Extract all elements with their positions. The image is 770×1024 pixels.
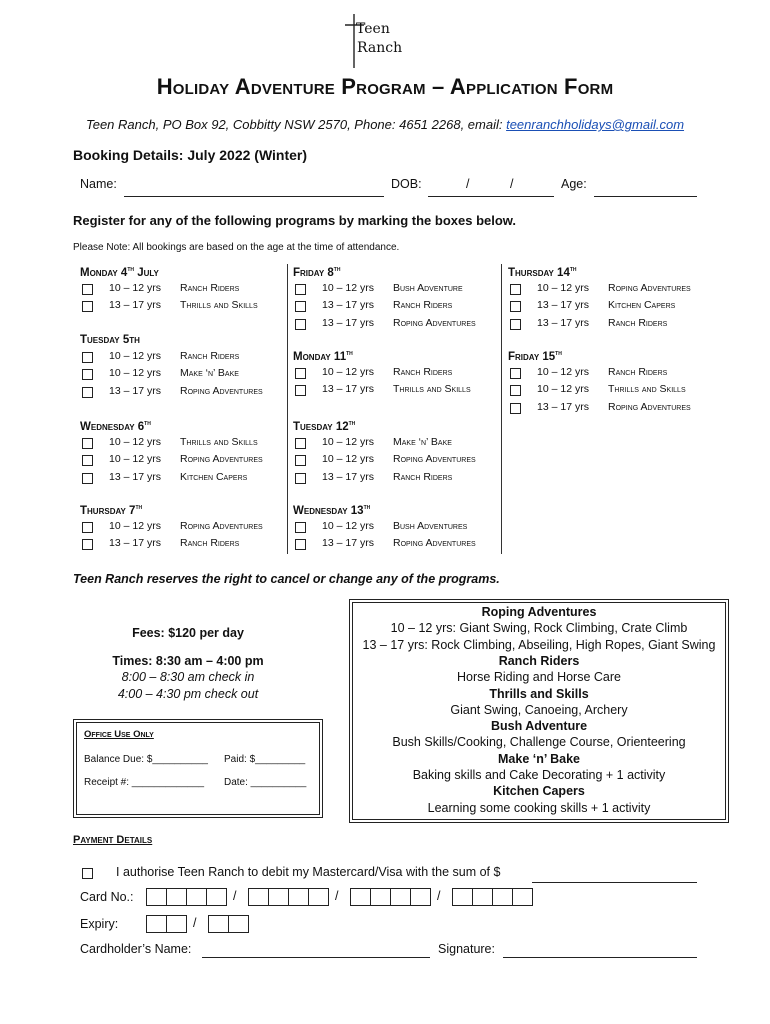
program-name: Thrills and Skills (393, 383, 471, 396)
age-range: 10 – 12 yrs (109, 350, 161, 362)
expiry-slash: / (193, 916, 197, 930)
program-checkbox[interactable] (82, 455, 93, 466)
program-row (295, 299, 495, 316)
program-title: Make ‘n’ Bake (498, 751, 580, 766)
program-row (82, 385, 282, 402)
program-row (82, 282, 282, 299)
program-checkbox[interactable] (295, 455, 306, 466)
program-row (295, 436, 495, 453)
program-title: Thrills and Skills (489, 686, 589, 701)
program-row (82, 299, 282, 316)
program-row (295, 537, 495, 554)
card-slash: / (437, 889, 441, 903)
day-suffix: th (346, 350, 353, 357)
checkin-line: 8:00 – 8:30 am check in (121, 670, 255, 684)
program-name: Kitchen Capers (608, 299, 676, 312)
day-heading (508, 350, 562, 363)
program-info-box (349, 599, 729, 823)
age-range: 10 – 12 yrs (322, 436, 374, 448)
day-name: Monday 11 (293, 350, 347, 363)
receipt-field: Receipt #: _____________ (84, 777, 205, 788)
program-checkbox[interactable] (295, 539, 306, 550)
booking-details: Booking Details: July 2022 (Winter) (73, 147, 308, 163)
card-number-group-2[interactable] (248, 888, 328, 906)
age-range: 13 – 17 yrs (109, 470, 161, 483)
program-name: Roping Adventures (180, 453, 263, 466)
program-title: Bush Adventure (490, 719, 588, 734)
name-label: Name: (80, 177, 117, 191)
day-heading (80, 504, 142, 517)
program-name: Thrills and Skills (180, 436, 258, 448)
program-description: Giant Swing, Canoeing, Archery (450, 702, 628, 717)
fees-line: Fees: $120 per day (132, 626, 244, 640)
program-name: Roping Adventures (608, 282, 691, 294)
day-suffix: th (348, 420, 356, 427)
program-row (295, 453, 495, 470)
age-range: 10 – 12 yrs (322, 520, 374, 532)
program-name: Roping Adventures (393, 453, 476, 466)
day-heading (508, 266, 577, 279)
age-range: 13 – 17 yrs (322, 299, 374, 312)
age-range: 13 – 17 yrs (537, 316, 589, 329)
age-note: Please Note: All bookings are based on the age at the time of attendance. (73, 242, 400, 253)
age-range: 13 – 17 yrs (322, 316, 374, 329)
signature-label: Signature: (438, 942, 495, 956)
age-range: 13 – 17 yrs (322, 537, 374, 550)
age-range: 10 – 12 yrs (322, 366, 374, 378)
authorise-checkbox[interactable] (82, 868, 93, 879)
program-row (82, 537, 282, 554)
age-label: Age: (561, 177, 587, 191)
day-heading (80, 266, 159, 279)
day-suffix: th (135, 504, 143, 511)
program-name: Ranch Riders (608, 366, 668, 378)
day-suffix: th (333, 266, 341, 273)
day-name: Thursday 14 (508, 266, 570, 279)
payment-heading: Payment Details (73, 834, 153, 846)
program-name: Make ‘n’ Bake (180, 367, 239, 380)
day-suffix: th (127, 266, 134, 273)
program-row (295, 366, 495, 383)
program-name: Ranch Riders (180, 537, 240, 550)
program-row (510, 282, 710, 299)
program-row (82, 436, 282, 453)
age-range: 13 – 17 yrs (322, 383, 374, 396)
reserve-notice: Teen Ranch reserves the right to cancel or change any of the programs. (73, 572, 500, 586)
age-range: 10 – 12 yrs (537, 383, 589, 396)
expiry-month[interactable] (146, 915, 186, 933)
program-checkbox[interactable] (295, 522, 306, 533)
program-name: Make ‘n’ Bake (393, 436, 452, 448)
cardholder-field[interactable] (202, 957, 430, 958)
date-field: Date: __________ (224, 777, 307, 788)
email-link[interactable]: teenranchholidays@gmail.com (506, 117, 685, 132)
signature-field[interactable] (503, 957, 697, 958)
name-field[interactable] (124, 196, 384, 197)
card-number-group-3[interactable] (350, 888, 430, 906)
office-use-title: Office Use Only (84, 729, 154, 740)
program-checkbox[interactable] (295, 319, 306, 330)
day-name: Wednesday 6 (80, 420, 145, 433)
program-description: 13 – 17 yrs: Rock Climbing, Abseiling, High Ropes, Giant Swing (362, 637, 716, 652)
day-suffix: th (555, 350, 562, 357)
program-row (82, 367, 282, 384)
authorise-text: I authorise Teen Ranch to debit my Mastercard/Visa with the sum of $ (116, 865, 501, 879)
logo-text-ranch: Ranch (357, 40, 403, 56)
day-suffix: th (144, 420, 151, 427)
logo-text-teen: Teen (356, 21, 390, 37)
program-checkbox[interactable] (295, 284, 306, 295)
program-description: Learning some cooking skills + 1 activity (427, 800, 651, 815)
program-checkbox[interactable] (295, 385, 306, 396)
program-name: Ranch Riders (393, 299, 453, 312)
program-checkbox[interactable] (82, 539, 93, 550)
dob-slash: / (466, 177, 470, 191)
program-checkbox[interactable] (82, 369, 93, 380)
age-range: 13 – 17 yrs (322, 470, 374, 483)
program-title: Ranch Riders (498, 653, 580, 668)
day-month: July (134, 266, 159, 279)
dob-field[interactable] (428, 196, 554, 197)
program-row (82, 350, 282, 367)
program-checkbox[interactable] (295, 438, 306, 449)
program-description: Horse Riding and Horse Care (457, 670, 621, 685)
program-name: Ranch Riders (393, 366, 453, 378)
age-range: 13 – 17 yrs (109, 299, 161, 312)
day-suffix: th (569, 266, 577, 273)
day-name: Thursday 7 (80, 504, 136, 517)
day-heading (80, 420, 151, 433)
age-range: 10 – 12 yrs (537, 282, 589, 294)
office-use-box (73, 719, 323, 818)
age-range: 10 – 12 yrs (322, 282, 374, 294)
program-checkbox[interactable] (82, 387, 93, 398)
program-checkbox[interactable] (510, 403, 521, 414)
program-checkbox[interactable] (295, 368, 306, 379)
age-range: 10 – 12 yrs (537, 366, 589, 378)
age-range: 10 – 12 yrs (109, 520, 161, 532)
program-checkbox[interactable] (510, 319, 521, 330)
program-row (510, 317, 710, 334)
card-label: Card No.: (80, 890, 134, 904)
program-row (295, 317, 495, 334)
program-row (295, 520, 495, 537)
program-row (295, 383, 495, 400)
program-row (510, 299, 710, 316)
day-name: Tuesday 5th (80, 334, 140, 346)
program-name: Bush Adventures (393, 520, 468, 532)
program-description: Bush Skills/Cooking, Challenge Course, Orienteering (392, 735, 686, 750)
program-title: Kitchen Capers (493, 784, 585, 799)
amount-field[interactable] (532, 882, 697, 883)
balance-due-field: Balance Due: $__________ (84, 754, 208, 765)
day-heading (293, 266, 340, 279)
day-name: Friday 8 (293, 266, 334, 279)
program-name: Roping Adventures (180, 384, 263, 397)
cardholder-label: Cardholder’s Name: (80, 942, 192, 956)
age-range: 13 – 17 yrs (537, 400, 589, 413)
age-field[interactable] (594, 196, 697, 197)
paid-field: Paid: $_________ (224, 754, 306, 765)
day-name: Friday 15 (508, 350, 556, 363)
card-number-group-1[interactable] (146, 888, 226, 906)
card-slash: / (233, 889, 237, 903)
program-checkbox[interactable] (295, 473, 306, 484)
program-name: Ranch Riders (608, 316, 668, 329)
program-row (82, 453, 282, 470)
program-name: Ranch Riders (393, 470, 453, 483)
day-heading (293, 420, 355, 433)
day-name: Monday 4 (80, 266, 128, 279)
day-name: Tuesday 12 (293, 420, 349, 433)
program-checkbox[interactable] (82, 301, 93, 312)
program-checkbox[interactable] (82, 473, 93, 484)
age-range: 10 – 12 yrs (322, 453, 374, 466)
day-name: Wednesday 13 (293, 504, 364, 517)
age-range: 10 – 12 yrs (109, 367, 161, 380)
program-checkbox[interactable] (82, 352, 93, 363)
card-number-group-4[interactable] (452, 888, 532, 906)
program-description: 10 – 12 yrs: Giant Swing, Rock Climbing, Crate Climb (390, 621, 688, 636)
age-range: 10 – 12 yrs (109, 453, 161, 466)
age-range: 13 – 17 yrs (537, 299, 589, 312)
address-text: Teen Ranch, PO Box 92, Cobbitty NSW 2570, Phone: 4651 2268, email: (85, 117, 507, 132)
program-name: Roping Adventures (608, 400, 691, 413)
program-row (82, 520, 282, 537)
program-row (82, 471, 282, 488)
program-row (510, 401, 710, 418)
program-checkbox[interactable] (510, 368, 521, 379)
program-checkbox[interactable] (510, 385, 521, 396)
checkout-line: 4:00 – 4:30 pm check out (117, 687, 259, 701)
day-heading (80, 334, 140, 346)
dob-slash: / (510, 177, 514, 191)
column-divider (287, 264, 288, 554)
program-checkbox[interactable] (82, 522, 93, 533)
program-title: Roping Adventures (481, 605, 597, 619)
program-checkbox[interactable] (82, 284, 93, 295)
column-divider (501, 264, 502, 554)
program-name: Roping Adventures (180, 520, 263, 532)
program-name: Bush Adventure (393, 282, 463, 294)
program-row (510, 383, 710, 400)
age-range: 10 – 12 yrs (109, 282, 161, 294)
program-row (510, 366, 710, 383)
program-description: Baking skills and Cake Decorating + 1 activity (412, 768, 666, 782)
program-name: Ranch Riders (180, 282, 240, 294)
program-checkbox[interactable] (82, 438, 93, 449)
program-name: Ranch Riders (180, 350, 240, 362)
program-row (295, 282, 495, 299)
program-name: Roping Adventures (393, 537, 476, 550)
program-name: Thrills and Skills (608, 383, 686, 396)
page-title: Holiday Adventure Program – Application Form (156, 74, 614, 99)
age-range: 10 – 12 yrs (109, 436, 161, 448)
program-name: Kitchen Capers (180, 470, 248, 483)
program-name: Roping Adventures (393, 316, 476, 329)
program-checkbox[interactable] (295, 301, 306, 312)
teen-ranch-logo (340, 12, 403, 70)
register-instruction: Register for any of the following programs by marking the boxes below. (73, 213, 517, 228)
day-heading (293, 504, 370, 517)
expiry-label: Expiry: (80, 917, 119, 931)
dob-label: DOB: (391, 177, 422, 191)
program-checkbox[interactable] (510, 284, 521, 295)
age-range: 13 – 17 yrs (109, 537, 161, 550)
program-checkbox[interactable] (510, 301, 521, 312)
card-slash: / (335, 889, 339, 903)
day-heading (293, 350, 353, 363)
program-name: Thrills and Skills (180, 299, 258, 312)
age-range: 13 – 17 yrs (109, 384, 161, 397)
day-suffix: th (363, 504, 371, 511)
program-row (295, 471, 495, 488)
times-line: Times: 8:30 am – 4:00 pm (112, 654, 264, 668)
expiry-year[interactable] (208, 915, 248, 933)
address-line (0, 117, 770, 132)
